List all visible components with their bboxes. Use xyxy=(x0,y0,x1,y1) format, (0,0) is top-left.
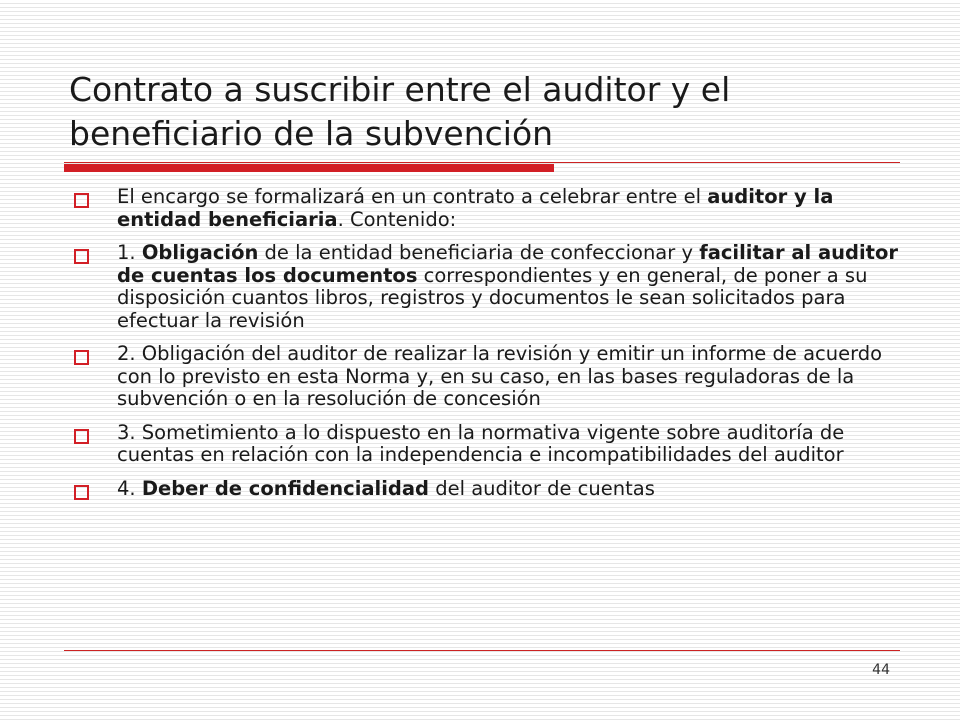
bullet-bold-text: Deber de confidencialidad xyxy=(141,476,429,500)
bullet-item-3 xyxy=(72,422,902,467)
bullet-text: correspondientes y en general, de poner a su disposición cuantos libros, registros y documentos le sean solicitados para efectuar la revisión xyxy=(117,263,868,332)
bullet-list xyxy=(72,186,902,511)
bullet-bold-text: Obligación xyxy=(141,241,259,264)
hollow-square-icon xyxy=(74,485,89,500)
page-number: 44 xyxy=(872,662,890,678)
title-divider-accent xyxy=(64,164,554,172)
bullet-item-2 xyxy=(72,343,902,411)
bullet-text: . Contenido: xyxy=(337,207,457,231)
bullet-bold-text: facilitar al auditor de cuentas los documentos xyxy=(117,241,899,287)
bullet-text: 1. xyxy=(117,241,142,264)
bullet-text: 2. Obligación del auditor de realizar la revisión y emitir un informe de acuerdo con lo previsto en esta Norma y, en su caso, en las bases reguladoras de la subvención o en la resolución de concesión xyxy=(117,342,883,410)
bullet-text: 4. xyxy=(117,476,142,500)
hollow-square-icon xyxy=(74,429,89,444)
title-divider-thin xyxy=(64,162,900,163)
footer-divider xyxy=(64,650,900,651)
bullet-bold-text: auditor y la entidad beneficiaria xyxy=(117,185,834,231)
bullet-item-intro xyxy=(72,186,902,231)
hollow-square-icon xyxy=(74,249,89,264)
bullet-text: de la entidad beneficiaria de confeccionar y xyxy=(258,241,700,264)
bullet-item-1 xyxy=(72,242,902,332)
bullet-text: 3. Sometimiento a lo dispuesto en la normativa vigente sobre auditoría de cuentas en relación con la independencia e incompatibilidades del auditor xyxy=(117,420,845,466)
bullet-text: del auditor de cuentas xyxy=(429,476,655,500)
bullet-item-4 xyxy=(72,478,902,501)
bullet-text: El encargo se formalizará en un contrato a celebrar entre el xyxy=(117,185,708,208)
hollow-square-icon xyxy=(74,193,89,208)
slide-title: Contrato a suscribir entre el auditor y el beneficiario de la subvención xyxy=(69,70,731,153)
hollow-square-icon xyxy=(74,350,89,365)
